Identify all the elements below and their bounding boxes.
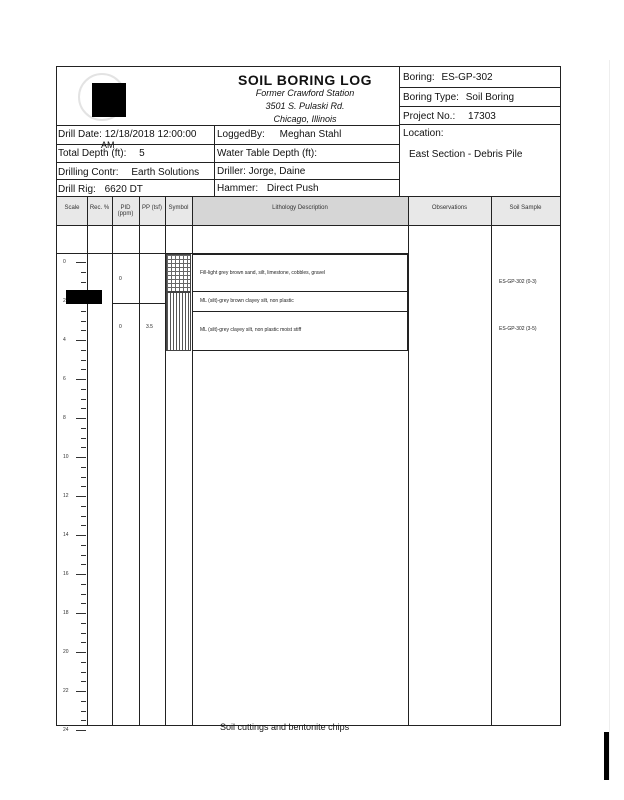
drill-date-label: Drill Date: [58, 129, 102, 140]
scale-major-tick [76, 535, 86, 536]
scale-minor-tick [81, 642, 86, 643]
scale-minor-tick [81, 389, 86, 390]
footer-note: Soil cuttings and bentonite chips [220, 722, 350, 732]
scale-minor-tick [81, 594, 86, 595]
scale-minor-tick [81, 564, 86, 565]
scale-minor-tick [81, 516, 86, 517]
scale-minor-tick [81, 701, 86, 702]
layer-pid: 0 [119, 324, 122, 330]
site-name: Former Crawford Station [255, 88, 355, 98]
scale-minor-tick [81, 623, 86, 624]
redacted-logo [92, 83, 126, 117]
scale-label: 20 [63, 649, 69, 655]
location-value: East Section - Debris Pile [409, 149, 523, 160]
scale-label: 6 [63, 376, 66, 382]
scale-label: 2 [63, 298, 66, 304]
scale-label: 4 [63, 337, 66, 343]
scale-label: 16 [63, 571, 69, 577]
scale-major-tick [76, 613, 86, 614]
boring-type-value: Soil Boring [465, 92, 515, 103]
logged-by-value: Meghan Stahl [279, 129, 342, 140]
project-value: 17303 [468, 111, 496, 122]
scale-minor-tick [81, 408, 86, 409]
scale-minor-tick [81, 438, 86, 439]
scale-major-tick [76, 691, 86, 692]
col-pid: PID (ppm) [117, 205, 134, 217]
scale-minor-tick [81, 633, 86, 634]
scan-edge-line [609, 60, 610, 780]
project-field [403, 111, 496, 122]
scale-minor-tick [81, 360, 86, 361]
scale-minor-tick [81, 555, 86, 556]
scale-major-tick [76, 574, 86, 575]
col-scale: Scale [64, 205, 80, 211]
scale-label: 14 [63, 532, 69, 538]
drilling-contr-label: Drilling Contr: [58, 167, 119, 178]
driller-field [217, 166, 305, 177]
scale-major-tick [76, 418, 86, 419]
scale-minor-tick [81, 399, 86, 400]
scale-minor-tick [81, 672, 86, 673]
drill-date-ampm: AM [101, 140, 115, 150]
scale-minor-tick [81, 311, 86, 312]
drill-rig-value: 6620 DT [104, 184, 143, 195]
scale-minor-tick [81, 467, 86, 468]
scale-minor-tick [81, 720, 86, 721]
drilling-contr-field [58, 167, 199, 178]
location-label: Location: [403, 128, 444, 139]
water-table-label: Water Table Depth (ft): [217, 148, 318, 159]
col-symbol: Symbol [168, 205, 189, 211]
scale-label: 12 [63, 493, 69, 499]
scale-label: 8 [63, 415, 66, 421]
layer-description: Fill-light grey brown sand, silt, limestone, cobbles, gravel [200, 270, 326, 276]
soil-sample-id: ES-GP-302 (0-3) [499, 279, 537, 285]
scale-minor-tick [81, 330, 86, 331]
scale-major-tick [76, 379, 86, 380]
total-depth-field [58, 148, 145, 159]
total-depth-value: 5 [139, 148, 145, 159]
boring-type-label: Boring Type: [403, 92, 459, 103]
col-lithology: Lithology Description [272, 205, 328, 211]
scale-major-tick [76, 340, 86, 341]
boring-field [403, 72, 493, 83]
total-depth-label: Total Depth (ft): [58, 148, 127, 159]
hammer-value: Direct Push [266, 183, 319, 194]
scale-minor-tick [81, 681, 86, 682]
scale-major-tick [76, 496, 86, 497]
scale-minor-tick [81, 369, 86, 370]
drill-date-field [58, 129, 196, 140]
scale-minor-tick [81, 350, 86, 351]
scale-label: 10 [63, 454, 69, 460]
drill-rig-label: Drill Rig: [58, 184, 96, 195]
logged-by-field [217, 129, 341, 140]
scale-label: 18 [63, 610, 69, 616]
water-table-field [217, 148, 317, 159]
col-rec: Rec. % [89, 205, 110, 211]
page-title: SOIL BORING LOG [237, 72, 373, 88]
scale-minor-tick [81, 603, 86, 604]
hammer-label: Hammer: [217, 183, 259, 194]
site-address: 3501 S. Pulaski Rd. [265, 101, 345, 111]
scale-minor-tick [81, 428, 86, 429]
scale-minor-tick [81, 486, 86, 487]
scale-minor-tick [81, 282, 86, 283]
driller-value: Jorge, Daine [248, 166, 306, 177]
scale-label: 0 [63, 259, 66, 265]
layer-description: ML (silt)-grey brown clayey silt, non plastic [200, 298, 294, 304]
boring-label: Boring: [403, 72, 435, 83]
col-pp: PP (tsf) [142, 205, 162, 211]
boring-value: ES-GP-302 [441, 72, 493, 83]
drilling-contr-value: Earth Solutions [131, 167, 200, 178]
scale-minor-tick [81, 711, 86, 712]
layer-pid: 0 [119, 276, 122, 282]
scale-major-tick [76, 652, 86, 653]
scale-major-tick [76, 262, 86, 263]
scale-major-tick [76, 457, 86, 458]
fill-symbol-pattern [166, 254, 191, 292]
scale-minor-tick [81, 447, 86, 448]
col-soil-sample: Soil Sample [509, 205, 542, 211]
drill-date-value: 12/18/2018 12:00:00 [104, 129, 197, 140]
site-city: Chicago, Illinois [273, 114, 337, 124]
col-observations: Observations [431, 205, 468, 211]
soil-sample-id: ES-GP-302 (3-5) [499, 326, 537, 332]
drill-rig-field [58, 184, 143, 195]
scale-minor-tick [81, 506, 86, 507]
scale-minor-tick [81, 272, 86, 273]
redacted-mark [66, 290, 102, 304]
scale-label: 24 [63, 727, 69, 733]
project-label: Project No.: [403, 111, 456, 122]
scale-major-tick [76, 730, 86, 731]
scale-minor-tick [81, 545, 86, 546]
silt-symbol-pattern [166, 292, 191, 351]
scale-minor-tick [81, 584, 86, 585]
scale-minor-tick [81, 525, 86, 526]
layer-pp: 3.5 [146, 324, 153, 330]
scale-minor-tick [81, 477, 86, 478]
hammer-field [217, 183, 319, 194]
boring-type-field [403, 92, 514, 103]
scale-minor-tick [81, 662, 86, 663]
driller-label: Driller: [217, 166, 246, 177]
logged-by-label: LoggedBy: [217, 129, 265, 140]
scale-minor-tick [81, 321, 86, 322]
scale-label: 22 [63, 688, 69, 694]
layer-description: ML (silt)-grey clayey silt, non plastic moist stiff [200, 327, 302, 333]
